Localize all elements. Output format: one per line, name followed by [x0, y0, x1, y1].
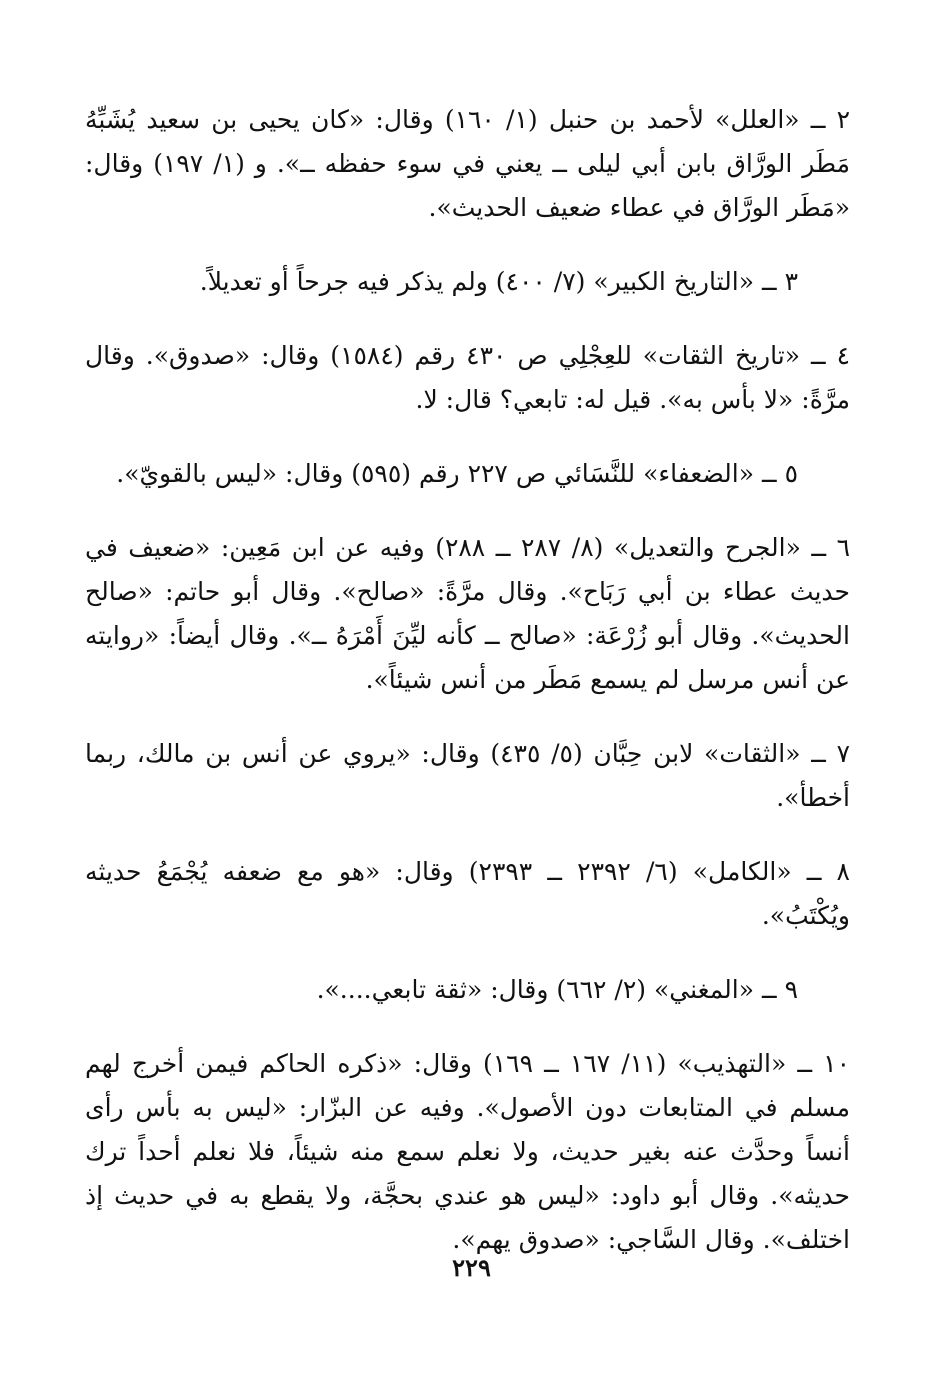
reference-entry-7 — [85, 732, 850, 820]
reference-entry-5 — [85, 452, 850, 496]
reference-entry-2 — [85, 98, 850, 230]
entry-text: ٥ ــ «الضعفاء» للنَّسَائي ص ٢٢٧ رقم (٥٩٥) وقال: «ليس بالقويّ». — [116, 459, 798, 488]
entry-text: ٦ ــ «الجرح والتعديل» (٨/ ٢٨٧ ــ ٢٨٨) وفيه عن ابن مَعِين: «ضعيف في حديث عطاء بن أبي رَبَاح». وقال مرَّةً: «صالح». وقال أبو حاتم: «صالح الحديث». وقال أبو زُرْعَة: «صالح ــ كأنه ليِّنَ أَمْرَهُ ــ». وقال أيضاً: «روايته عن أنس مرسل لم يسمع مَطَر من أنس شيئاً». — [85, 533, 851, 694]
page-number: ٢٢٩ — [452, 1253, 491, 1282]
entry-text: ٩ ــ «المغني» (٢/ ٦٦٢) وقال: «ثقة تابعي....». — [316, 975, 798, 1004]
reference-entry-10 — [85, 1042, 850, 1262]
entry-text: ٤ ــ «تاريخ الثقات» للعِجْلِي ص ٤٣٠ رقم (١٥٨٤) وقال: «صدوق». وقال مرَّةً: «لا بأس به». قيل له: تابعي؟ قال: لا. — [85, 341, 851, 414]
reference-entry-6 — [85, 526, 850, 702]
reference-entry-9 — [85, 968, 850, 1012]
reference-entry-3 — [85, 260, 850, 304]
entry-text: ٧ ــ «الثقات» لابن حِبَّان (٥/ ٤٣٥) وقال: «يروي عن أنس بن مالك، ربما أخطأ». — [85, 739, 850, 812]
entry-text: ٢ ــ «العلل» لأحمد بن حنبل (١/ ١٦٠) وقال: «كان يحيى بن سعيد يُشَبِّهُ مَطَر الورَّاق بابن أبي ليلى ــ يعني في سوء حفظه ــ». و (١/ ١٩٧) وقال: «مَطَر الورَّاق في عطاء ضعيف الحديث». — [85, 105, 851, 222]
entry-text: ٨ ــ «الكامل» (٦/ ٢٣٩٢ ــ ٢٣٩٣) وقال: «هو مع ضعفه يُجْمَعُ حديثه ويُكْتَبُ». — [85, 857, 850, 930]
reference-entry-4 — [85, 334, 850, 422]
page-body — [85, 98, 850, 1292]
entry-text: ١٠ ــ «التهذيب» (١١/ ١٦٧ ــ ١٦٩) وقال: «ذكره الحاكم فيمن أخرج لهم مسلم في المتابعات دون الأصول». وفيه عن البزّار: «ليس به بأس رأى أنساً وحدَّث عنه بغير حديث، ولا نعلم سمع منه شيئاً، فلا نعلم أحداً ترك حديثه». وقال أبو داود: «ليس هو عندي بحجَّة، ولا يقطع به في حديث إذ اختلف». وقال السَّاجي: «صدوق يهم». — [85, 1049, 851, 1254]
reference-entry-8 — [85, 850, 850, 938]
entry-text: ٣ ــ «التاريخ الكبير» (٧/ ٤٠٠) ولم يذكر فيه جرحاً أو تعديلاً. — [199, 267, 798, 296]
